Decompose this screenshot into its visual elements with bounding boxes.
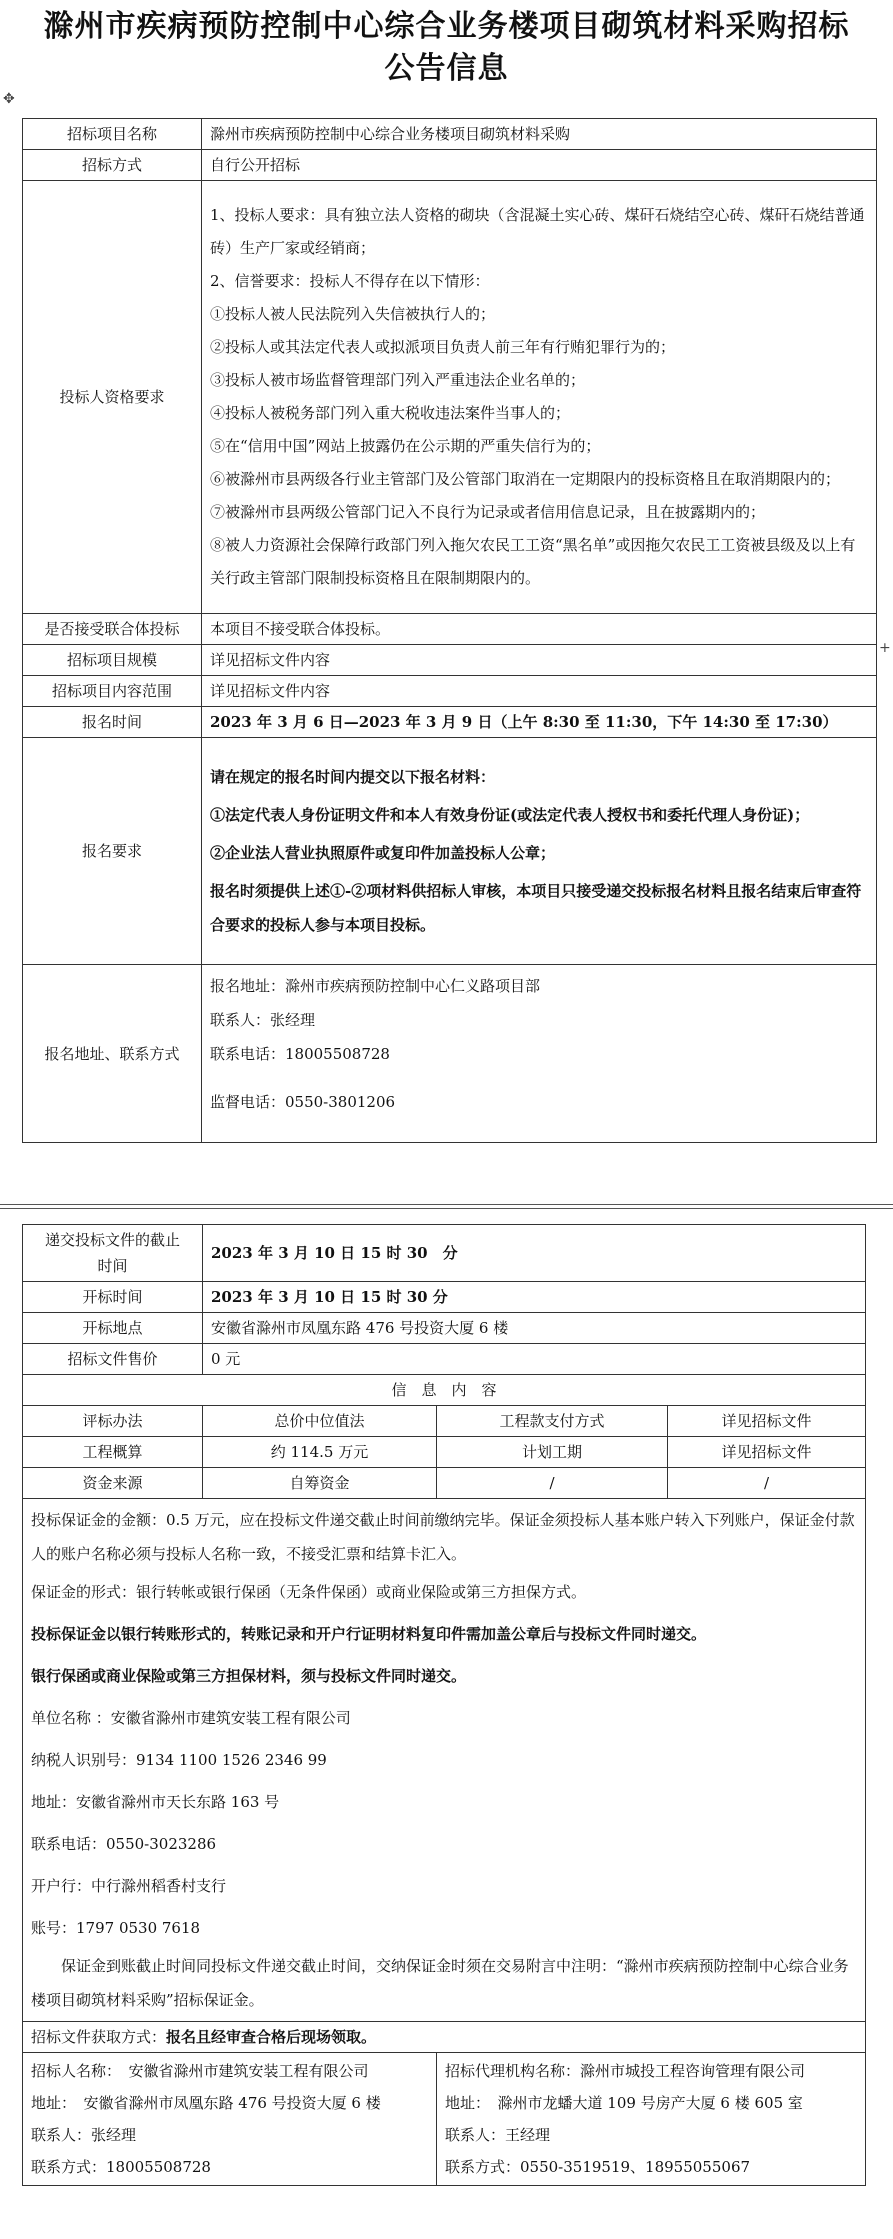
registration-req-line: ②企业法人营业执照原件或复印件加盖投标人公章；: [210, 844, 556, 862]
agency-info: [437, 2053, 866, 2186]
open-time-value: 2023 年 3 月 10 日 15 时 30 分: [203, 1282, 866, 1313]
consortium-value: 本项目不接受联合体投标。: [202, 614, 877, 645]
table-row: [23, 1282, 866, 1313]
agency-name: 招标代理机构名称：滁州市城投工程咨询管理有限公司: [445, 2062, 806, 2080]
contact-label: 报名地址、联系方式: [23, 965, 202, 1143]
title-line-1: 滁州市疾病预防控制中心综合业务楼项目砌筑材料采购招标: [43, 9, 850, 44]
info-cell: 工程款支付方式: [437, 1406, 668, 1437]
scope-value: 详见招标文件内容: [202, 676, 877, 707]
deposit-transfer-note: 投标保证金以银行转账形式的，转账记录和开户行证明材料复印件需加盖公章后与投标文件同时递交。: [31, 1625, 707, 1643]
agency-phone: 联系方式：0550-3519519、18955055067: [445, 2158, 751, 2176]
deposit-guarantee-note: 银行保函或商业保险或第三方担保材料，须与投标文件同时递交。: [31, 1667, 467, 1685]
table-row: [23, 1225, 866, 1282]
obtain-method-value: 报名且经审查合格后现场领取。: [166, 2028, 377, 2046]
info-cell: 计划工期: [437, 1437, 668, 1468]
table-row: [23, 1499, 866, 2022]
project-name-label: 招标项目名称: [23, 119, 202, 150]
contact-address: 报名地址：滁州市疾病预防控制中心仁义路项目部: [210, 977, 541, 995]
price-label: 招标文件售价: [23, 1344, 203, 1375]
table-row: [23, 707, 877, 738]
scale-value: 详见招标文件内容: [202, 645, 877, 676]
info-cell: 总价中位值法: [203, 1406, 437, 1437]
page-break-line: [0, 1208, 893, 1209]
qualification-line: ④投标人被税务部门列入重大税收违法案件当事人的；: [210, 404, 571, 422]
registration-req-line: ①法定代表人身份证明文件和本人有效身份证(或法定代表人授权书和委托代理人身份证)；: [210, 806, 810, 824]
qualification-line: 2、信誉要求：投标人不得存在以下情形：: [210, 272, 490, 290]
table-row: [23, 676, 877, 707]
open-time-label: 开标时间: [23, 1282, 203, 1313]
table-row: [23, 2053, 866, 2186]
table-row: [23, 965, 877, 1143]
registration-time-value: 2023 年 3 月 6 日—2023 年 3 月 9 日（上午 8:30 至 11:30，下午 14:30 至 17:30）: [202, 707, 877, 738]
account-number: 账号：1797 0530 7618: [31, 1919, 201, 1937]
account-phone: 联系电话：0550-3023286: [31, 1835, 217, 1853]
registration-req-value: [202, 738, 877, 965]
deposit-deadline-note: 保证金到账截止时间同投标文件递交截止时间，交纳保证金时须在交易附言中注明：“滁州市疾病预防控制中心综合业务楼项目砌筑材料采购”招标保证金。: [31, 1957, 849, 2009]
qualification-line: ⑥被滁州市县两级各行业主管部门及公管部门取消在一定期限内的投标资格且在取消期限内的；: [210, 470, 841, 488]
table-row: [23, 1344, 866, 1375]
table-row: [23, 2022, 866, 2053]
registration-req-line: 报名时须提供上述①-②项材料供招标人审核，本项目只接受递交投标报名材料且报名结束后审查符合要求的投标人参与本项目投标。: [210, 882, 862, 934]
table-row: [23, 1468, 866, 1499]
table-row: [23, 614, 877, 645]
qualification-line: ⑦被滁州市县两级公管部门记入不良行为记录或者信用信息记录，且在披露期内的；: [210, 503, 766, 521]
consortium-label: 是否接受联合体投标: [23, 614, 202, 645]
info-cell: 详见招标文件: [668, 1437, 866, 1468]
table-row: [23, 150, 877, 181]
table-row: [23, 738, 877, 965]
tenderer-info: [23, 2053, 437, 2186]
qualification-value: [202, 181, 877, 614]
deposit-form-text: 保证金的形式：银行转帐或银行保函（无条件保函）或商业保险或第三方担保方式。: [31, 1583, 587, 1601]
info-cell: 资金来源: [23, 1468, 203, 1499]
deadline-value: 2023 年 3 月 10 日 15 时 30 分: [203, 1225, 866, 1282]
add-column-icon[interactable]: +: [879, 640, 891, 656]
account-address: 地址：安徽省滁州市天长东路 163 号: [31, 1793, 280, 1811]
info-cell: 工程概算: [23, 1437, 203, 1468]
agency-address: 地址： 滁州市龙蟠大道 109 号房产大厦 6 楼 605 室: [445, 2094, 803, 2112]
registration-time-label: 报名时间: [23, 707, 202, 738]
contact-phone: 联系电话：18005508728: [210, 1045, 390, 1063]
obtain-method-label: 招标文件获取方式：: [31, 2028, 167, 2046]
qualification-line: ⑤在“信用中国”网站上披露仍在公示期的严重失信行为的；: [210, 437, 601, 455]
qualification-line: ⑧被人力资源社会保障行政部门列入拖欠农民工工资“黑名单”或因拖欠农民工工资被县级及以上有关行政主管部门限制投标资格且在限制期限内的。: [210, 536, 856, 587]
tenderer-contact-person: 联系人：张经理: [31, 2126, 137, 2144]
supervision-phone: 监督电话：0550-3801206: [210, 1093, 396, 1111]
deadline-label: 递交投标文件的截止时间: [23, 1225, 203, 1282]
title-line-2: 公告信息: [384, 51, 509, 86]
info-cell: 约 114.5 万元: [203, 1437, 437, 1468]
bid-method-value: 自行公开招标: [202, 150, 877, 181]
table-row: [23, 1406, 866, 1437]
table-row: [23, 1437, 866, 1468]
qualification-label: 投标人资格要求: [23, 181, 202, 614]
bid-info-table: [22, 1224, 866, 2186]
price-value: 0 元: [203, 1344, 866, 1375]
page-title: [0, 6, 893, 90]
announcement-table: [22, 118, 877, 1143]
agency-contact-person: 联系人：王经理: [445, 2126, 551, 2144]
contact-person: 联系人：张经理: [210, 1011, 316, 1029]
table-row: [23, 1313, 866, 1344]
open-place-value: 安徽省滁州市凤凰东路 476 号投资大厦 6 楼: [203, 1313, 866, 1344]
info-cell: /: [668, 1468, 866, 1499]
info-cell: 自筹资金: [203, 1468, 437, 1499]
table-row: [23, 119, 877, 150]
deposit-section: [23, 1499, 866, 2022]
account-unit-name: 单位名称 ：安徽省滁州市建筑安装工程有限公司: [31, 1709, 351, 1727]
tenderer-name: 招标人名称： 安徽省滁州市建筑安装工程有限公司: [31, 2062, 369, 2080]
info-cell: 详见招标文件: [668, 1406, 866, 1437]
scale-label: 招标项目规模: [23, 645, 202, 676]
info-header: 信 息 内 容: [23, 1375, 866, 1406]
registration-req-line: 请在规定的报名时间内提交以下报名材料：: [210, 768, 496, 786]
qualification-line: ②投标人或其法定代表人或拟派项目负责人前三年有行贿犯罪行为的；: [210, 338, 676, 356]
table-row: [23, 181, 877, 614]
qualification-line: ③投标人被市场监督管理部门列入严重违法企业名单的；: [210, 371, 586, 389]
qualification-line: ①投标人被人民法院列入失信被执行人的；: [210, 305, 496, 323]
info-cell: 评标办法: [23, 1406, 203, 1437]
obtain-method: [23, 2022, 866, 2053]
table-row: [23, 645, 877, 676]
registration-req-label: 报名要求: [23, 738, 202, 965]
contact-value: [202, 965, 877, 1143]
account-bank: 开户行：中行滁州稻香村支行: [31, 1877, 227, 1895]
deposit-amount-text: 投标保证金的金额：0.5 万元，应在投标文件递交截止时间前缴纳完毕。保证金须投标人基本账户转入下列账户，保证金付款人的账户名称必须与投标人名称一致，不接受汇票和结算卡汇入。: [31, 1511, 855, 1563]
table-move-handle-icon[interactable]: ✥: [3, 91, 15, 107]
account-tax-id: 纳税人识别号：9134 1100 1526 2346 99: [31, 1751, 327, 1769]
tenderer-phone: 联系方式：18005508728: [31, 2158, 211, 2176]
page-break-line: [0, 1204, 893, 1205]
scope-label: 招标项目内容范围: [23, 676, 202, 707]
table-row: [23, 1375, 866, 1406]
qualification-line: 1、投标人要求：具有独立法人资格的砌块（含混凝土实心砖、煤矸石烧结空心砖、煤矸石烧结普通砖）生产厂家或经销商；: [210, 206, 865, 257]
project-name-value: 滁州市疾病预防控制中心综合业务楼项目砌筑材料采购: [202, 119, 877, 150]
tenderer-address: 地址： 安徽省滁州市凤凰东路 476 号投资大厦 6 楼: [31, 2094, 381, 2112]
info-cell: /: [437, 1468, 668, 1499]
bid-method-label: 招标方式: [23, 150, 202, 181]
open-place-label: 开标地点: [23, 1313, 203, 1344]
